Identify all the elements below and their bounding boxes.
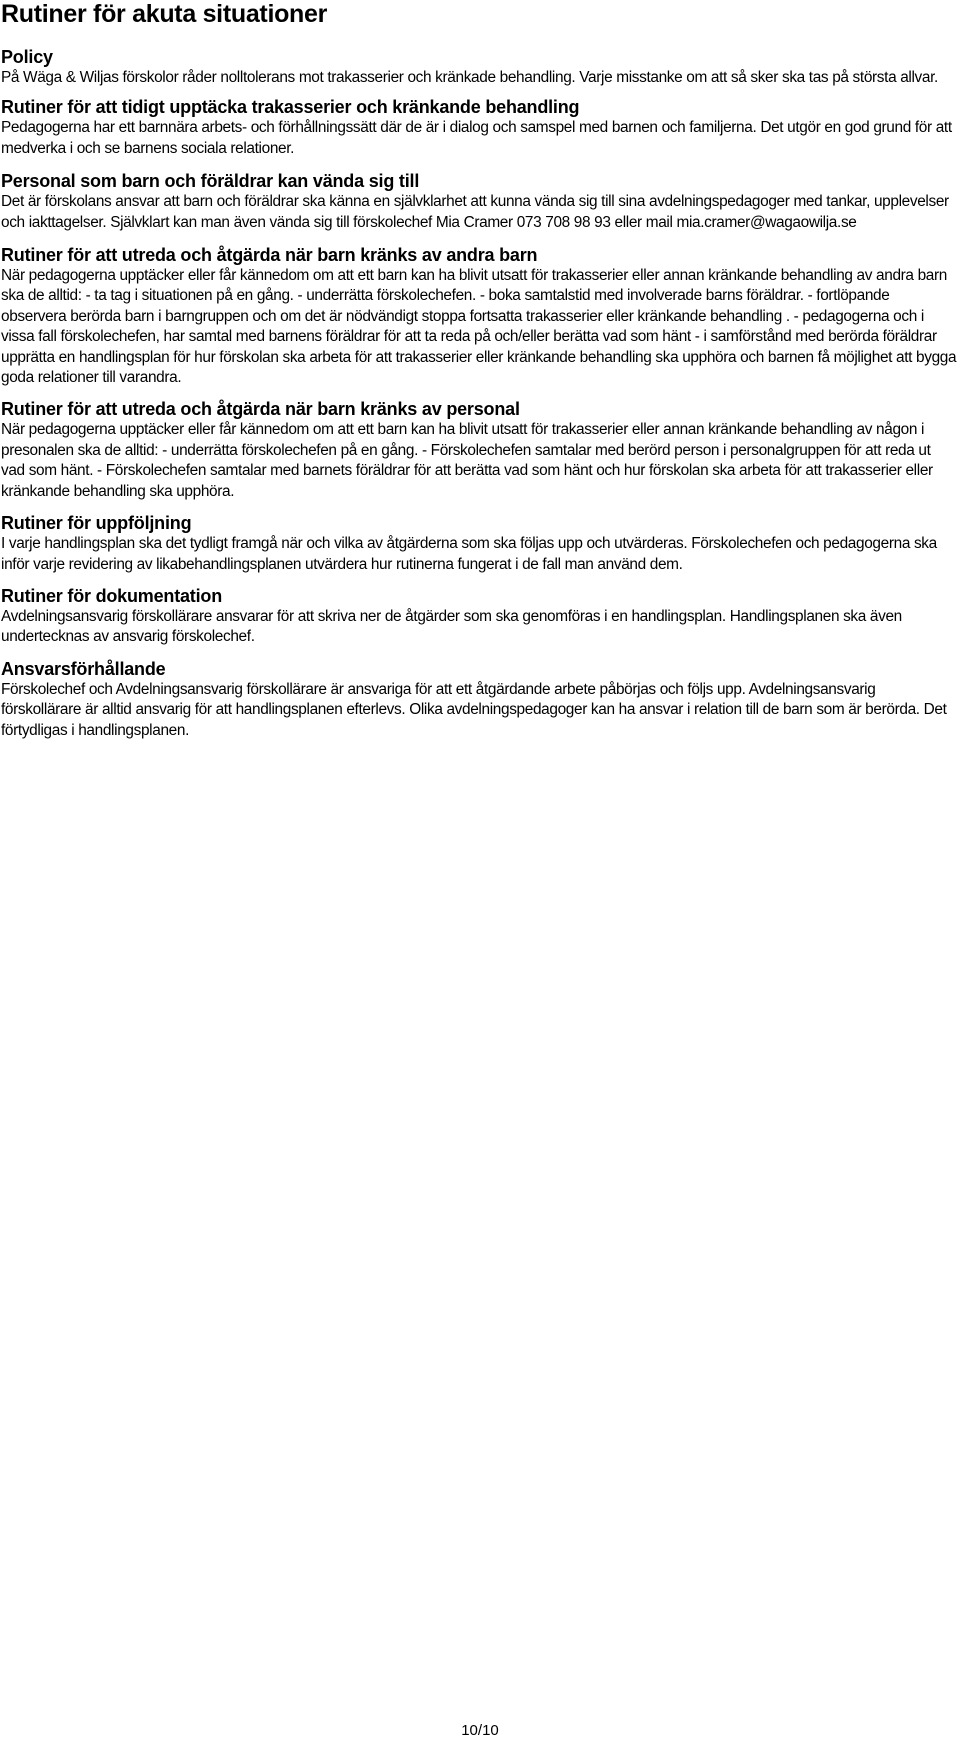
section-body: När pedagogerna upptäcker eller får kännedom om att ett barn kan ha blivit utsatt för trakasserier eller annan kränkande behandling av andra barn ska de alltid: - ta tag i situationen på en gång. - underrätta förskolechefen. - boka samtalstid med involverade barns föräldrar. - fortlöpande observera berörda barn i barngruppen och om det är nödvändigt stoppa fortsatta trakasserier eller kränkande behandling . - pedagogerna och i vissa fall förskolechefen, har samtal med barnens föräldrar för att ta reda på och/eller berätta vad som hänt - i samförstånd med berörda föräldrar upprätta en handlingsplan för hur förskolan ska arbeta för att trakasserier eller kränkande behandling ska upphöra och barnen få möjlighet att bygga goda relationer till varandra. — [1, 267, 957, 387]
section-heading: Rutiner för att utreda och åtgärda när barn kränks av personal — [1, 399, 520, 420]
document-content — [0, 0, 957, 741]
section-early-detection — [1, 97, 957, 159]
section-follow-up — [1, 513, 957, 575]
section-body: På Wäga & Wiljas förskolor råder nolltolerans mot trakasserier och kränkade behandling. Varje misstanke om att så sker ska tas på största allvar. — [1, 69, 938, 86]
section-heading: Rutiner för uppföljning — [1, 513, 192, 534]
section-heading: Ansvarsförhållande — [1, 658, 166, 679]
section-body: Förskolechef och Avdelningsansvarig förskollärare är ansvariga för att ett åtgärdande arbete påbörjas och följs upp. Avdelningsansvarig förskollärare är alltid ansvarig för att handlingsplanen efterlevs. Olika avdelningspedagoger kan ha ansvar i relation till de barn som är berörda. Det förtydligas i handlingsplanen. — [1, 680, 947, 739]
section-body: Avdelningsansvarig förskollärare ansvarar för att skriva ner de åtgärder som ska genomföras i en handlingsplan. Handlingsplanen ska även undertecknas av ansvarig förskolechef. — [1, 607, 902, 646]
section-documentation — [1, 586, 957, 648]
section-body: Det är förskolans ansvar att barn och föräldrar ska känna en självklarhet att kunna vända sig till sina avdelningspedagoger med tankar, upplevelser och iakttagelser. Självklart kan man även vända sig till förskolechef Mia Cramer 073 708 98 93 eller mail mia.cramer@wagaowilja.se — [1, 193, 949, 231]
section-body: När pedagogerna upptäcker eller får kännedom om att ett barn kan ha blivit utsatt för trakasserier eller annan kränkande behandling av någon i presonalen ska de alltid: - underrätta förskolechefen på en gång. - Förskolechefen samtalar med berörd person i personalgruppen för att reda ut vad som hänt. - Förskolechefen samtalar med barnets föräldrar för att berätta vad som hänt och hur förskolan ska arbeta för att trakasserier eller kränkande behandling ska upphöra. — [1, 421, 933, 500]
section-responsibility — [1, 659, 957, 741]
section-body: I varje handlingsplan ska det tydligt framgå när och vilka av åtgärderna som ska följas upp och utvärderas. Förskolechefen och pedagogerna ska inför varje revidering av likabehandlingsplanen utvärdera hur rutinerna fungerat i de fall man använd dem. — [1, 535, 937, 573]
section-policy — [1, 47, 957, 88]
section-body: Pedagogerna har ett barnnära arbets- och förhållningssätt där de är i dialog och samspel med barnen och familjerna. Det utgör en god grund för att medverka i och se barnens sociala relationer. — [1, 119, 952, 157]
section-heading: Rutiner för att tidigt upptäcka trakasserier och kränkande behandling — [1, 97, 580, 118]
section-heading: Personal som barn och föräldrar kan vända sig till — [1, 171, 420, 192]
page-title: Rutiner för akuta situationer — [1, 0, 328, 28]
section-children-offending — [1, 245, 957, 388]
section-contact-persons — [1, 171, 957, 233]
page-number: 10/10 — [461, 1722, 499, 1739]
section-heading: Rutiner för att utreda och åtgärda när barn kränks av andra barn — [1, 245, 538, 266]
section-staff-offending — [1, 399, 957, 502]
section-heading: Rutiner för dokumentation — [1, 585, 222, 606]
section-heading: Policy — [1, 47, 53, 67]
